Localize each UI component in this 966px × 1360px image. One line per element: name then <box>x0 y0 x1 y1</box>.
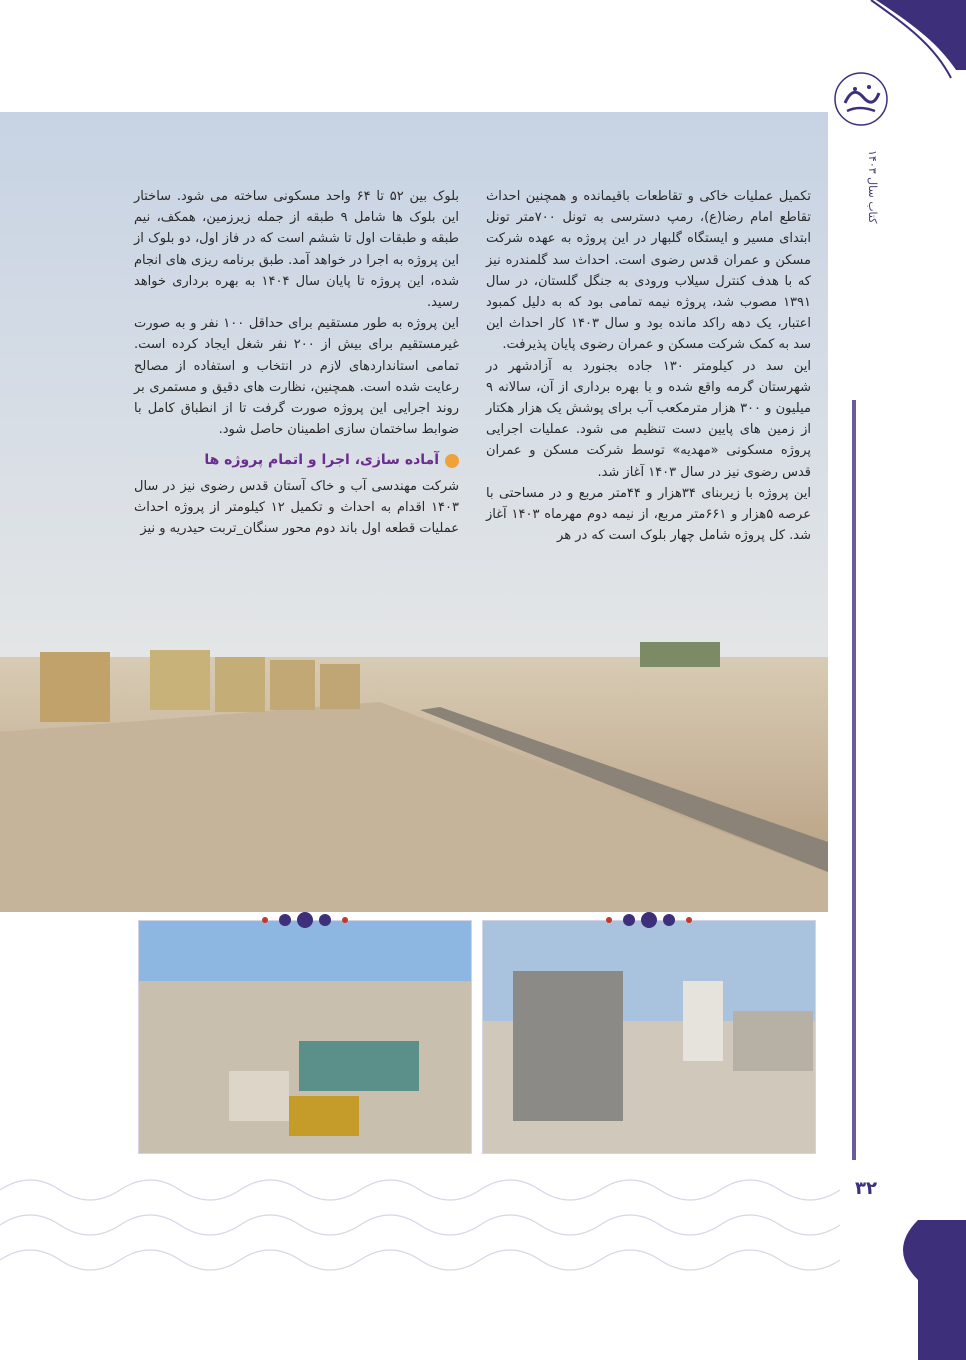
side-divider <box>852 400 856 1160</box>
stone-cutting-photo <box>483 921 815 1153</box>
magazine-logo <box>830 68 892 130</box>
section-heading-text: آماده سازی، اجرا و اتمام پروژه ها <box>204 452 439 469</box>
paragraph: این سد در کیلومتر ۱۳۰ جاده بجنورد به آزادشهر در شهرستان گرمه واقع شده و با بهره برداری از آن، سالانه ۹ میلیون و ۳۰۰ هزار مترمکعب آب برای پوشش یک هزار هکتار از زمین های پایین دست تنظیم می شود. عملیات اجرایی پروژه مسکونی «مهدیه» توسط شرکت مسکن و عمران قدس رضوی نیز در سال ۱۴۰۳ آغاز شد. <box>486 358 811 480</box>
page-number: ۳۲ <box>855 1178 877 1199</box>
stone-cutting-photo-frame <box>482 920 816 1154</box>
quarry-photo-frame <box>138 920 472 1154</box>
side-label: کتاب سال ۱۴۰۳ <box>866 150 879 224</box>
paragraph: بلوک بین ۵۲ تا ۶۴ واحد مسکونی ساخته می شود. ساختار این بلوک ها شامل ۹ طبقه از جمله زیرزمین، همکف، نیم طبقه و طبقات اول تا ششم است که در فاز اول، دو بلوک از این پروژه به اجرا در خواهد آمد. طبق برنامه ریزی های انجام شده، این پروژه تا پایان سال ۱۴۰۴ به بهره برداری خواهد رسید. <box>134 189 459 311</box>
paragraph: این پروژه به طور مستقیم برای حداقل ۱۰۰ نفر و به صورت غیرمستقیم برای بیش از ۲۰۰ نفر شغل ایجاد کرده است. تمامی استانداردهای لازم در انتخاب و استفاده از مصالح رعایت شده است. همچنین، نظارت های دقیق و مستمری بر روند اجرایی این پروژه صورت گرفت تا از انطباق کامل با ضوابط ساختمان سازی اطمینان حاصل شود. <box>134 316 460 438</box>
paragraph: شرکت مهندسی آب و خاک آستان قدس رضوی نیز در سال ۱۴۰۳ اقدام به احداث و تکمیل ۱۲ کیلومتر از پروژه احداث عملیات قطعه اول باند دوم محور سنگان_تربت حیدریه و نیز <box>134 478 460 537</box>
decorative-pattern <box>0 1170 850 1280</box>
article-column-right <box>486 186 811 546</box>
paragraph: این پروژه با زیربنای ۳۴هزار و ۴۴متر مربع و در مساحتی با عرصه ۵هزار و ۶۶۱متر مربع، از نیمه دوم مهرماه ۱۴۰۳ آغاز شد. کل پروژه شامل چهار بلوک است که در هر <box>486 485 812 544</box>
logo-icon <box>833 71 889 127</box>
bullet-icon <box>445 454 459 468</box>
article-column-left <box>134 186 459 539</box>
paragraph: تکمیل عملیات خاکی و تقاطعات باقیمانده و همچنین احداث تقاطع امام رضا(ع)، رمپ دسترسی به تونل ۷۰۰متر تونل ابتدای مسیر و ایستگاه گلبهار در این پروژه به عهده شرکت مسکن و عمران قدس رضوی است. احداث سد گلمندره نیز که با هدف کنترل سیلاب ورودی به جنگل گلستان، در سال ۱۳۹۱ مصوب شد، پروژه نیمه تمامی بود که به دلیل کمبود اعتبار، یک دهه راکد مانده بود و سال ۱۴۰۳ کار احداث این سد به کمک شرکت مسکن و عمران رضوی پایان پذیرفت. <box>486 189 812 353</box>
ornament-icon <box>594 909 704 931</box>
section-heading <box>134 450 459 471</box>
ornament-icon <box>250 909 360 931</box>
corner-ornament-bottom <box>878 1220 966 1360</box>
quarry-photo <box>139 921 471 1153</box>
